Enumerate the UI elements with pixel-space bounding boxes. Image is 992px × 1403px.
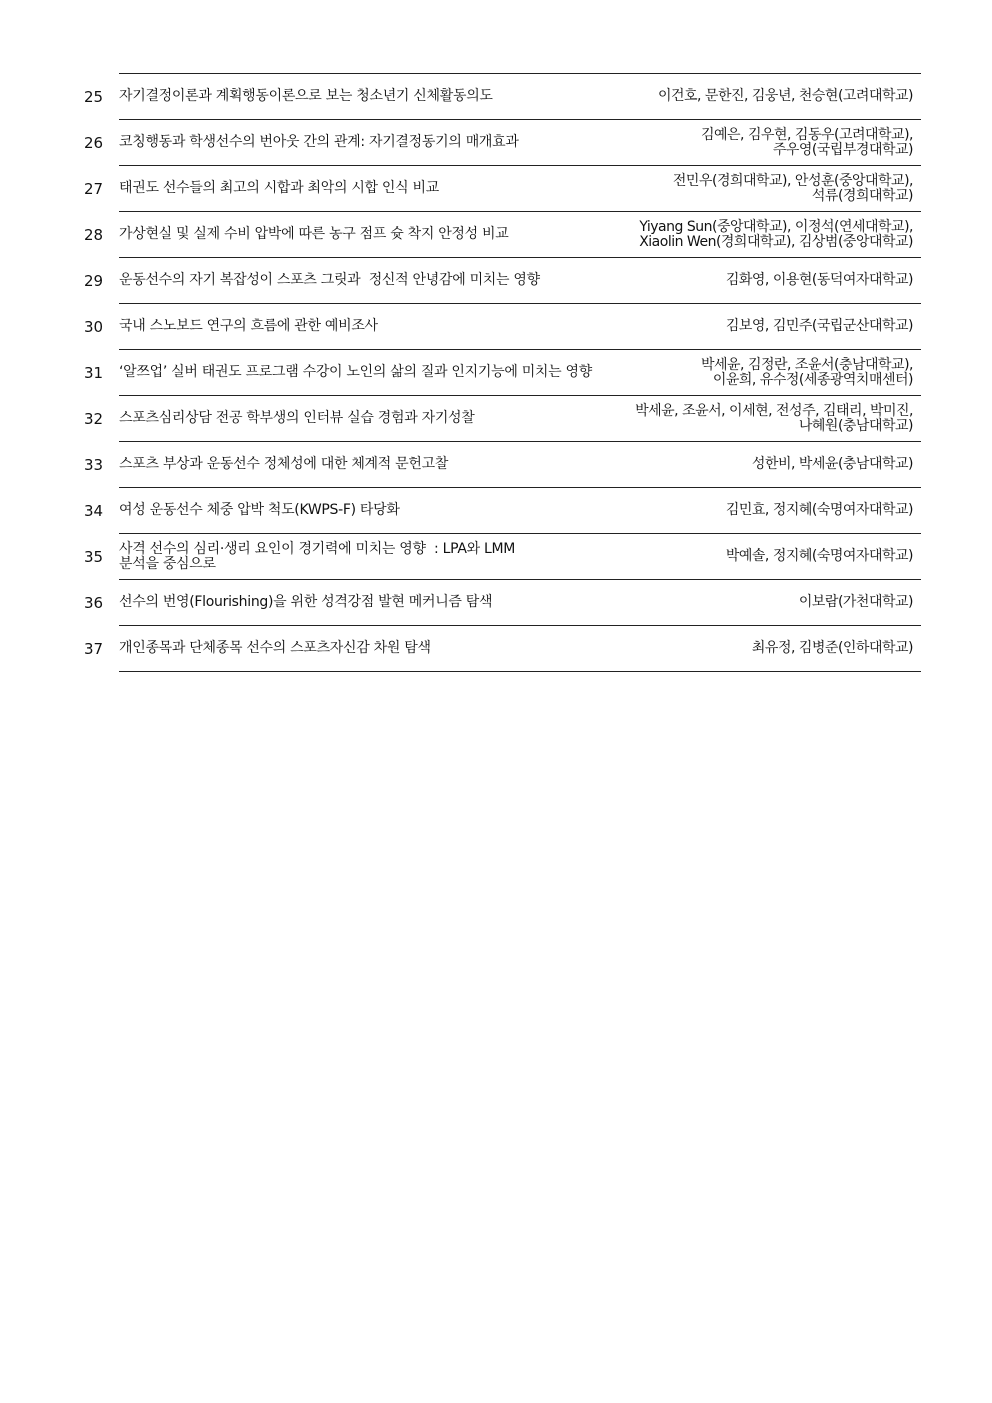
item-number: 36 bbox=[84, 593, 104, 612]
paper-authors bbox=[613, 212, 913, 257]
list-item bbox=[84, 396, 921, 442]
list-item bbox=[84, 258, 921, 304]
paper-title: 사격 선수의 심리·생리 요인이 경기력에 미치는 영향 : LPA와 LMM 분석을 중심으로 bbox=[119, 540, 516, 572]
paper-title: 개인종목과 단체종목 선수의 스포츠자신감 차원 탐색 bbox=[119, 640, 431, 656]
paper-authors bbox=[613, 120, 913, 165]
presentation-list bbox=[84, 73, 921, 672]
list-item bbox=[84, 304, 921, 350]
paper-title: 여성 운동선수 체중 압박 척도(KWPS-F) 타당화 bbox=[119, 502, 400, 518]
item-number: 26 bbox=[84, 133, 104, 152]
author-line: 석류(경희대학교) bbox=[811, 187, 913, 204]
author-line: 박세윤, 조윤서, 이세현, 전성주, 김태리, 박미진, bbox=[635, 402, 913, 419]
paper-authors bbox=[613, 534, 913, 579]
author-line: 이건호, 문한진, 김웅년, 천승현(고려대학교) bbox=[657, 88, 913, 104]
author-line: 김예은, 김우현, 김동우(고려대학교), bbox=[700, 126, 913, 143]
list-item bbox=[84, 166, 921, 212]
list-item bbox=[84, 488, 921, 534]
item-number: 35 bbox=[84, 547, 104, 566]
list-item bbox=[84, 534, 921, 580]
author-line: Xiaolin Wen(경희대학교), 김상범(중앙대학교) bbox=[639, 233, 913, 250]
list-item bbox=[84, 212, 921, 258]
paper-authors bbox=[613, 74, 913, 119]
list-item bbox=[84, 442, 921, 488]
item-number: 37 bbox=[84, 639, 104, 658]
list-item bbox=[84, 580, 921, 626]
item-number: 30 bbox=[84, 317, 104, 336]
paper-title: 운동선수의 자기 복잡성이 스포츠 그릿과 정신적 안녕감에 미치는 영향 bbox=[119, 272, 540, 288]
author-line: Yiyang Sun(중앙대학교), 이정석(연세대학교), bbox=[639, 218, 913, 235]
author-line: 김화영, 이용현(동덕여자대학교) bbox=[725, 272, 913, 288]
author-line: 김보영, 김민주(국립군산대학교) bbox=[725, 318, 913, 334]
list-item bbox=[84, 120, 921, 166]
author-line: 박예솔, 정지혜(숙명여자대학교) bbox=[725, 548, 913, 564]
paper-authors bbox=[613, 258, 913, 303]
author-line: 이보람(가천대학교) bbox=[798, 594, 913, 610]
author-line: 이윤희, 유수정(세종광역치매센터) bbox=[712, 371, 913, 388]
paper-authors bbox=[613, 626, 913, 671]
paper-authors bbox=[613, 166, 913, 211]
author-line: 성한비, 박세윤(충남대학교) bbox=[751, 456, 913, 472]
item-number: 28 bbox=[84, 225, 104, 244]
paper-authors bbox=[613, 580, 913, 625]
paper-authors bbox=[613, 304, 913, 349]
author-line: 김민효, 정지혜(숙명여자대학교) bbox=[725, 502, 913, 518]
paper-title: 스포츠 부상과 운동선수 정체성에 대한 체계적 문헌고찰 bbox=[119, 456, 449, 472]
paper-title: 국내 스노보드 연구의 흐름에 관한 예비조사 bbox=[119, 318, 378, 334]
author-line: 나혜원(충남대학교) bbox=[798, 417, 913, 434]
paper-authors bbox=[613, 488, 913, 533]
author-line: 주우영(국립부경대학교) bbox=[772, 141, 913, 158]
paper-authors bbox=[613, 350, 913, 395]
item-number: 29 bbox=[84, 271, 104, 290]
paper-title: ‘알쯔업’ 실버 태권도 프로그램 수강이 노인의 삶의 질과 인지기능에 미치는 영향 bbox=[119, 364, 592, 380]
item-number: 32 bbox=[84, 409, 104, 428]
paper-authors bbox=[613, 396, 913, 441]
author-line: 최유정, 김병준(인하대학교) bbox=[751, 640, 913, 656]
paper-authors bbox=[613, 442, 913, 487]
list-item bbox=[84, 350, 921, 396]
item-number: 25 bbox=[84, 87, 104, 106]
paper-title: 스포츠심리상담 전공 학부생의 인터뷰 실습 경험과 자기성찰 bbox=[119, 410, 475, 426]
list-item bbox=[84, 626, 921, 672]
author-line: 박세윤, 김정란, 조윤서(충남대학교), bbox=[700, 356, 913, 373]
paper-title: 선수의 번영(Flourishing)을 위한 성격강점 발현 메커니즘 탐색 bbox=[119, 594, 493, 610]
item-number: 34 bbox=[84, 501, 104, 520]
author-line: 전민우(경희대학교), 안성훈(중앙대학교), bbox=[672, 172, 913, 189]
item-number: 27 bbox=[84, 179, 104, 198]
paper-title: 코칭행동과 학생선수의 번아웃 간의 관계: 자기결정동기의 매개효과 bbox=[119, 134, 519, 150]
item-number: 33 bbox=[84, 455, 104, 474]
paper-title: 자기결정이론과 계획행동이론으로 보는 청소년기 신체활동의도 bbox=[119, 88, 493, 104]
list-item bbox=[84, 74, 921, 120]
item-number: 31 bbox=[84, 363, 104, 382]
paper-title: 가상현실 및 실제 수비 압박에 따른 농구 점프 슛 착지 안정성 비교 bbox=[119, 226, 509, 242]
paper-title: 태권도 선수들의 최고의 시합과 최악의 시합 인식 비교 bbox=[119, 180, 439, 196]
